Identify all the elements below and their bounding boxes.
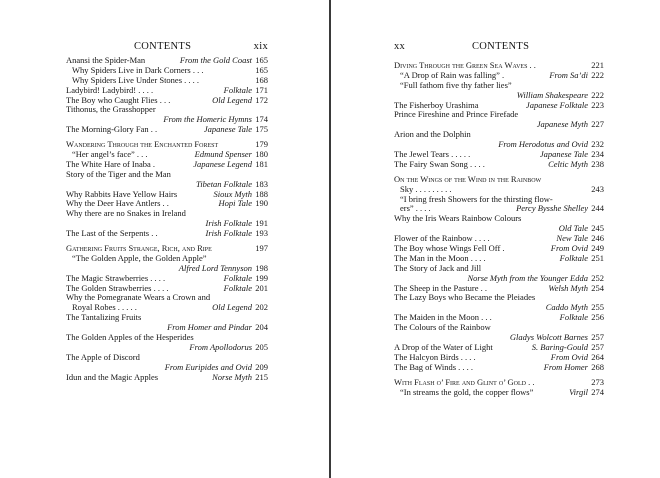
- contents-entry: [66, 229, 268, 239]
- right-contents-list: [394, 56, 604, 397]
- entry-page-number: 257: [591, 341, 604, 352]
- entry-title: A Drop of the Water of Light: [394, 341, 493, 352]
- right-page: [331, 0, 660, 478]
- entry-source: Japanese Tale: [203, 124, 252, 135]
- entry-source: From Ovid: [550, 351, 588, 362]
- entry-title: “In streams the gold, the copper flows”: [400, 386, 534, 397]
- entry-page-number: 181: [255, 158, 268, 169]
- left-contents-list: [66, 56, 268, 383]
- entry-page-number: 199: [255, 272, 268, 283]
- entry-source: Sioux Myth: [213, 188, 252, 199]
- entry-page-number: 171: [255, 84, 268, 95]
- entry-page-number: 201: [255, 282, 268, 293]
- entry-title: The Golden Strawberries . . . .: [66, 282, 169, 293]
- entry-source: Old Tale: [558, 223, 588, 234]
- entry-page-number: 180: [255, 149, 268, 160]
- entry-source: Japanese Folktale: [525, 99, 588, 110]
- entry-source: Alfred Lord Tennyson: [178, 262, 252, 273]
- entry-title: The Maiden in the Moon . . .: [394, 312, 492, 323]
- entry-page-number: 209: [255, 361, 268, 372]
- entry-title: The Boy who Caught Flies . . .: [66, 94, 171, 105]
- entry-title: The Story of Jack and Jill: [394, 262, 482, 273]
- entry-source: Japanese Myth: [536, 119, 588, 130]
- entry-title: Royal Robes . . . . .: [72, 302, 137, 313]
- left-page-number: xix: [253, 41, 268, 52]
- entry-title: Arion and the Dolphin: [394, 129, 471, 140]
- contents-entry: [394, 160, 604, 170]
- entry-title: With Flash o’ Fire and Glint o’ Gold . .: [394, 376, 535, 387]
- entry-page-number: 221: [591, 60, 604, 70]
- contents-entry: [394, 363, 604, 373]
- entry-title: Ladybird! Ladybird! . . . .: [66, 84, 154, 95]
- entry-source: Folktale: [223, 282, 252, 293]
- entry-title: The Lazy Boys who Became the Pleiades: [394, 292, 536, 303]
- entry-page-number: 243: [591, 183, 604, 194]
- entry-title: The Sheep in the Pasture . .: [394, 282, 488, 293]
- entry-source: Norse Myth: [212, 371, 252, 382]
- entry-title: “Full fathom five thy father lies”: [400, 79, 512, 90]
- entry-page-number: 215: [255, 371, 268, 382]
- left-page-title: CONTENTS: [134, 41, 192, 52]
- entry-title: The White Hare of Inaba .: [66, 158, 156, 169]
- entry-title: Why Spiders Live in Dark Corners . . .: [72, 64, 204, 75]
- entry-page-number: 273: [591, 376, 604, 387]
- entry-page-number: 264: [591, 351, 604, 362]
- entry-source: Percy Bysshe Shelley: [516, 203, 588, 214]
- entry-source: Welsh Myth: [548, 282, 588, 293]
- entry-source: Norse Myth from the Younger Edda: [467, 272, 588, 283]
- entry-title: “The Golden Apple, the Golden Apple”: [72, 252, 207, 263]
- entry-page-number: 197: [255, 243, 268, 254]
- entry-title: The Colours of the Rainbow: [394, 322, 491, 333]
- entry-page-number: 257: [591, 332, 604, 343]
- entry-page-number: 244: [591, 203, 604, 214]
- entry-title: “I bring fresh Showers for the thirsting flow-: [400, 193, 553, 204]
- right-page-title: CONTENTS: [472, 41, 530, 52]
- entry-source: From the Gold Coast: [179, 55, 252, 65]
- entry-page-number: 222: [591, 69, 604, 80]
- entry-title: The Morning-Glory Fan . .: [66, 124, 158, 135]
- entry-page-number: 249: [591, 243, 604, 254]
- entry-page-number: 222: [591, 89, 604, 100]
- entry-page-number: 274: [591, 386, 604, 397]
- entry-page-number: 232: [591, 139, 604, 150]
- entry-page-number: 174: [255, 114, 268, 125]
- entry-title: Why Rabbits Have Yellow Hairs: [66, 188, 178, 199]
- entry-page-number: 179: [255, 139, 268, 150]
- entry-title: Prince Fireshine and Prince Firefade: [394, 109, 519, 120]
- left-page: [0, 0, 329, 478]
- entry-title: Why the Deer Have Antlers . .: [66, 198, 169, 209]
- entry-source: Japanese Legend: [193, 158, 252, 169]
- entry-page-number: 255: [591, 302, 604, 313]
- entry-source: Folktale: [559, 312, 588, 323]
- entry-title: ers” . . . .: [400, 203, 431, 214]
- entry-source: William Shakespeare: [516, 89, 588, 100]
- entry-title: Diving Through the Green Sea Waves . .: [394, 60, 536, 70]
- entry-title: The Golden Apples of the Hesperides: [66, 332, 194, 343]
- entry-source: From Apollodorus: [189, 341, 252, 352]
- entry-page-number: 191: [255, 218, 268, 229]
- entry-page-number: 246: [591, 233, 604, 244]
- entry-title: The Apple of Discord: [66, 351, 140, 362]
- entry-title: Why there are no Snakes in Ireland: [66, 208, 186, 219]
- entry-page-number: 188: [255, 188, 268, 199]
- contents-entry: [66, 373, 268, 383]
- entry-source: Japanese Tale: [539, 149, 588, 160]
- entry-title: The Jewel Tears . . . . .: [394, 149, 471, 160]
- entry-source: Caddo Myth: [545, 302, 588, 313]
- entry-title: Wandering Through the Enchanted Forest: [66, 139, 219, 150]
- entry-page-number: 227: [591, 119, 604, 130]
- entry-source: Tibetan Folktale: [196, 178, 252, 189]
- contents-entry: [394, 388, 604, 398]
- entry-source: Old Legend: [212, 94, 252, 105]
- entry-title: The Halcyon Birds . . . .: [394, 351, 476, 362]
- entry-title: The Last of the Serpents . .: [66, 228, 158, 239]
- entry-title: Story of the Tiger and the Man: [66, 168, 171, 179]
- entry-title: The Man in the Moon . . . .: [394, 252, 486, 263]
- entry-title: Gathering Fruits Strange, Rich, and Ripe: [66, 243, 212, 254]
- entry-source: From Sa’di: [549, 69, 588, 80]
- entry-title: Tithonus, the Grasshopper: [66, 104, 156, 115]
- entry-source: Hopi Tale: [218, 198, 252, 209]
- entry-title: The Bag of Winds . . . .: [394, 361, 474, 372]
- entry-source: Virgil: [569, 386, 588, 397]
- entry-title: The Fairy Swan Song . . . .: [394, 158, 485, 169]
- entry-page-number: 193: [255, 228, 268, 239]
- entry-source: From the Homeric Hymns: [163, 114, 252, 125]
- entry-title: Anansi the Spider-Man: [66, 55, 146, 65]
- entry-source: From Homer and Pindar: [167, 322, 252, 333]
- entry-page-number: 168: [255, 74, 268, 85]
- entry-page-number: 165: [255, 55, 268, 65]
- entry-page-number: 165: [255, 64, 268, 75]
- entry-title: Why the Iris Wears Rainbow Colours: [394, 213, 522, 224]
- entry-page-number: 172: [255, 94, 268, 105]
- entry-page-number: 205: [255, 341, 268, 352]
- entry-source: Gladys Wolcott Barnes: [509, 332, 588, 343]
- right-page-number: xx: [394, 41, 406, 52]
- entry-page-number: 204: [255, 322, 268, 333]
- entry-source: Folktale: [223, 84, 252, 95]
- entry-title: The Boy whose Wings Fell Off .: [394, 243, 505, 254]
- entry-source: From Ovid: [550, 243, 588, 254]
- entry-source: From Homer: [543, 361, 588, 372]
- entry-page-number: 198: [255, 262, 268, 273]
- entry-title: Flower of the Rainbow . . . .: [394, 233, 490, 244]
- contents-entry: [66, 125, 268, 135]
- entry-source: Edmund Spenser: [194, 149, 252, 160]
- entry-title: “A Drop of Rain was falling” .: [400, 69, 505, 80]
- entry-source: Folktale: [223, 272, 252, 283]
- entry-page-number: 256: [591, 312, 604, 323]
- entry-page-number: 245: [591, 223, 604, 234]
- entry-source: Irish Folktale: [205, 218, 252, 229]
- entry-page-number: 252: [591, 272, 604, 283]
- entry-page-number: 190: [255, 198, 268, 209]
- entry-source: Folktale: [559, 252, 588, 263]
- entry-source: S. Baring-Gould: [531, 341, 588, 352]
- entry-page-number: 234: [591, 149, 604, 160]
- entry-page-number: 238: [591, 158, 604, 169]
- entry-page-number: 268: [591, 361, 604, 372]
- entry-source: Irish Folktale: [205, 228, 252, 239]
- entry-source: From Euripides and Ovid: [164, 361, 252, 372]
- entry-title: The Magic Strawberries . . . .: [66, 272, 166, 283]
- entry-title: Why the Pomegranate Wears a Crown and: [66, 292, 211, 303]
- entry-page-number: 251: [591, 252, 604, 263]
- entry-title: On the Wings of the Wind in the Rainbow: [394, 173, 542, 184]
- entry-title: Why Spiders Live Under Stones . . . .: [72, 74, 200, 85]
- entry-page-number: 254: [591, 282, 604, 293]
- entry-title: The Tantalizing Fruits: [66, 312, 142, 323]
- entry-source: From Herodotus and Ovid: [498, 139, 588, 150]
- entry-title: Sky . . . . . . . . .: [400, 183, 452, 194]
- entry-page-number: 183: [255, 178, 268, 189]
- entry-page-number: 175: [255, 124, 268, 135]
- entry-source: Old Legend: [212, 302, 252, 313]
- entry-title: Idun and the Magic Apples: [66, 371, 159, 382]
- entry-page-number: 223: [591, 99, 604, 110]
- entry-title: “Her angel’s face” . . .: [72, 149, 148, 160]
- entry-page-number: 202: [255, 302, 268, 313]
- entry-source: Celtic Myth: [548, 158, 588, 169]
- entry-source: New Tale: [556, 233, 588, 244]
- entry-title: The Fisherboy Urashima: [394, 99, 479, 110]
